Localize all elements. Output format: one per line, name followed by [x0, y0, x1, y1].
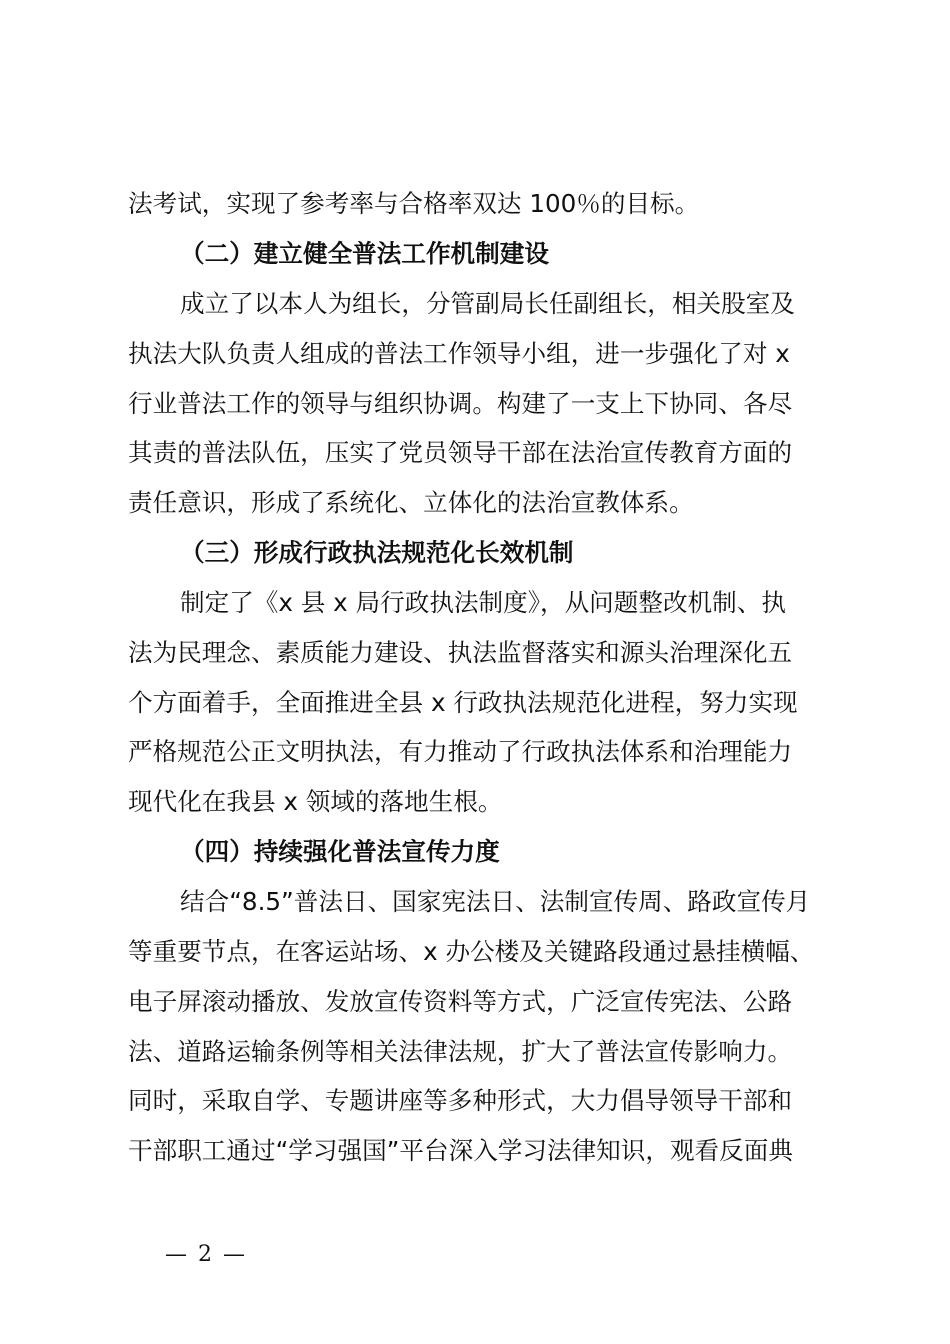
paragraph-line: 干部职工通过“学习强国”平台深入学习法律知识，观看反面典: [128, 1136, 793, 1165]
paragraph-line: 制定了《x 县 x 局行政执法制度》，从问题整改机制、执: [180, 588, 786, 617]
paragraph-line: 法考试，实现了参考率与合格率双达 100％的目标。: [128, 189, 700, 218]
paragraph-line: 成立了以本人为组长，分管副局长任副组长，相关股室及: [180, 289, 795, 318]
paragraph-line: 责任意识，形成了系统化、立体化的法治宣教体系。: [128, 488, 694, 517]
paragraph-line: 结合“8.5”普法日、国家宪法日、法制宣传周、路政宣传月: [180, 887, 811, 916]
paragraph-line: 同时，采取自学、专题讲座等多种形式，大力倡导领导干部和: [128, 1086, 793, 1115]
paragraph-line: 行业普法工作的领导与组织协调。构建了一支上下协同、各尽: [128, 389, 793, 418]
section-heading: （四）持续强化普法宣传力度: [180, 837, 500, 866]
page-number: — 2 —: [165, 1242, 247, 1267]
paragraph-line: 执法大队负责人组成的普法工作领导小组，进一步强化了对 x: [128, 339, 790, 368]
paragraph-line: 现代化在我县 x 领域的落地生根。: [128, 787, 503, 816]
paragraph-line: 个方面着手，全面推进全县 x 行政执法规范化进程，努力实现: [128, 688, 798, 717]
section-heading: （三）形成行政执法规范化长效机制: [180, 538, 574, 567]
paragraph-line: 严格规范公正文明执法，有力推动了行政执法体系和治理能力: [128, 737, 793, 766]
paragraph-line: 电子屏滚动播放、发放宣传资料等方式，广泛宣传宪法、公路: [128, 987, 793, 1016]
section-heading: （二）建立健全普法工作机制建设: [180, 239, 549, 268]
paragraph-line: 法、道路运输条例等相关法律法规，扩大了普法宣传影响力。: [128, 1037, 793, 1066]
paragraph-line: 其责的普法队伍，压实了党员领导干部在法治宣传教育方面的: [128, 438, 793, 467]
paragraph-line: 法为民理念、素质能力建设、执法监督落实和源头治理深化五: [128, 638, 793, 667]
paragraph-line: 等重要节点，在客运站场、x 办公楼及关键路段通过悬挂横幅、: [128, 937, 815, 966]
